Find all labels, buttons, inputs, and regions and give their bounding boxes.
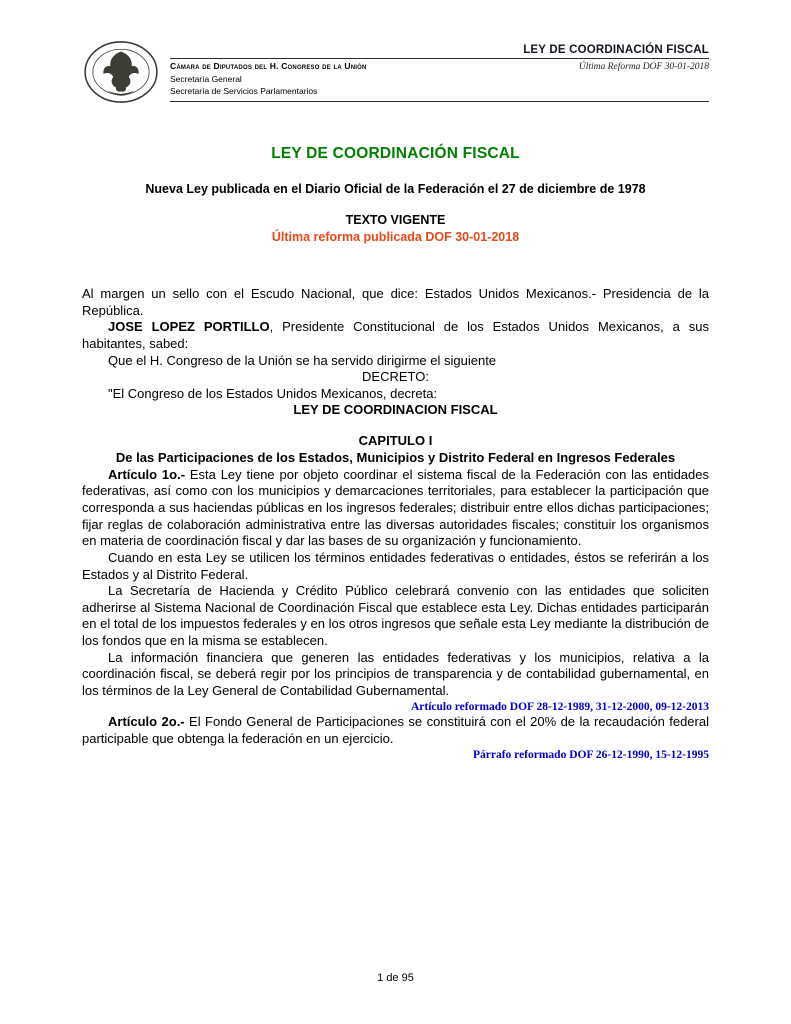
- article-2: [82, 714, 709, 747]
- paragraph-informacion: La información financiera que generen las entidades federativas y los municipios, relativa a la coordinación fiscal, se deberá regir por los principios de transparencia y de contabilidad gubernamental, en los términos de la Ley General de Contabilidad Gubernamental.: [82, 649, 709, 698]
- status-texto-vigente: TEXTO VIGENTE: [345, 213, 446, 227]
- header-info-row: [170, 61, 709, 72]
- article-1-lead: Artículo 1o.-: [108, 466, 186, 482]
- paragraph-cuando: Cuando en esta Ley se utilicen los términos entidades federativas o entidades, éstos se referirán a los Estados y al Distrito Federal.: [82, 549, 709, 582]
- law-main-title: LEY DE COORDINACIÓN FISCAL: [271, 145, 520, 162]
- decreto-heading: DECRETO:: [362, 369, 429, 385]
- document-body: [82, 286, 709, 762]
- paragraph-sello: Al margen un sello con el Escudo Nacional, que dice: Estados Unidos Mexicanos.- Presidencia de la República.: [82, 286, 709, 318]
- title-block: [82, 145, 709, 244]
- last-reform-published-note: Última reforma publicada DOF 30-01-2018: [271, 230, 520, 244]
- article-1-text: Esta Ley tiene por objeto coordinar el sistema fiscal de la Federación con las entidades federativas, así como con los municipios y demarcaciones territoriales, para establecer la participación que corresponda a sus haciendas públicas en los ingresos federales; distribuir entre ellos dichas participaciones; fijar reglas de colaboración administrativa entre las diversas autoridades fiscales; constituir los organismos en materia de coordinación fiscal y dar las bases de su organización y funcionamiento.: [82, 466, 709, 549]
- publication-note: Nueva Ley publicada en el Diario Oficial de la Federación el 27 de diciembre de 1978: [145, 182, 646, 196]
- header-rule-top: [170, 58, 709, 59]
- page-header: [82, 44, 709, 109]
- paragraph-congreso: Que el H. Congreso de la Unión se ha servido dirigirme el siguiente: [108, 352, 497, 368]
- paragraph-shcp: La Secretaría de Hacienda y Crédito Público celebrará convenio con las entidades que soliciten adherirse al Sistema Nacional de Coordinación Fiscal que establece esta Ley. Dichas entidades participarán en el total de los impuestos federales y en los otros ingresos que señale esta Ley mediante la distribución de los fondos que en la misma se establecen.: [82, 583, 709, 649]
- chapter-title: De las Participaciones de los Estados, Municipios y Distrito Federal en Ingresos Federales: [115, 449, 676, 465]
- chapter-heading: [82, 433, 709, 467]
- paragraph-decreta: "El Congreso de los Estados Unidos Mexicanos, decreta:: [108, 385, 438, 401]
- coat-of-arms-icon: [82, 40, 170, 109]
- law-name-heading: LEY DE COORDINACION FISCAL: [293, 402, 498, 418]
- org-secretaria-general: Secretaría General: [170, 74, 242, 84]
- header-doc-title: LEY DE COORDINACIÓN FISCAL: [523, 44, 709, 56]
- presidente-rest: , Presidente Constitucional de los Estados Unidos Mexicanos, a sus habitantes, sabed:: [82, 319, 709, 351]
- reform-note-article-1: Artículo reformado DOF 28-12-1989, 31-12-2000, 09-12-2013: [411, 700, 709, 713]
- header-rule-bottom: [170, 101, 709, 102]
- header-last-reform: Última Reforma DOF 30-01-2018: [578, 62, 709, 72]
- chapter-number: CAPITULO I: [358, 433, 433, 448]
- header-text-block: [170, 44, 709, 102]
- presidente-name: JOSE LOPEZ PORTILLO: [108, 319, 270, 335]
- org-name: Cámara de Diputados del H. Congreso de la Unión: [170, 61, 367, 71]
- page-number: 1 de 95: [377, 972, 414, 984]
- reform-note-article-2: Párrafo reformado DOF 26-12-1990, 15-12-1995: [472, 748, 709, 761]
- article-2-text: El Fondo General de Participaciones se constituirá con el 20% de la recaudación federal participable que obtenga la federación en un ejercicio.: [82, 714, 709, 746]
- article-2-lead: Artículo 2o.-: [108, 714, 185, 730]
- page-footer: [0, 972, 791, 984]
- org-servicios-parlamentarios: Secretaría de Servicios Parlamentarios: [170, 86, 318, 96]
- paragraph-presidente: [82, 319, 709, 352]
- article-1: [82, 467, 709, 550]
